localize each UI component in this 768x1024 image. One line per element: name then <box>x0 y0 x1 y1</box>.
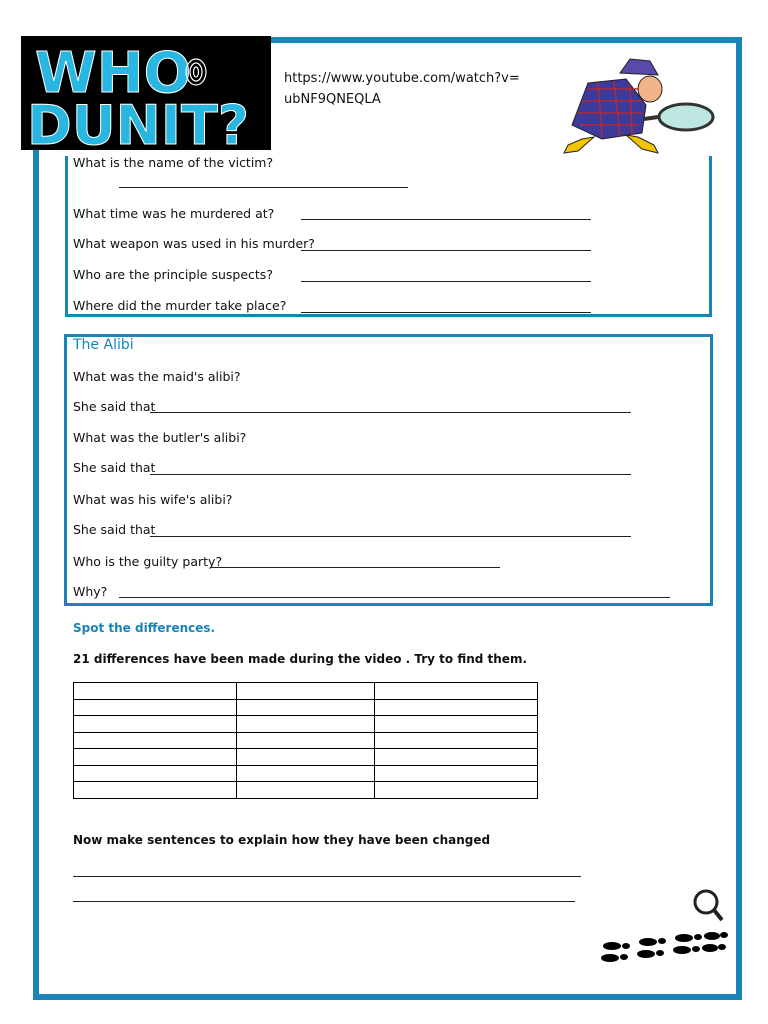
table-row <box>74 699 538 716</box>
table-cell[interactable] <box>375 683 538 700</box>
magnifier-icon <box>695 891 722 920</box>
table-cell[interactable] <box>74 782 237 799</box>
answer-line-maid[interactable] <box>150 412 631 413</box>
table-cell[interactable] <box>375 782 538 799</box>
answer-line-butler[interactable] <box>150 474 631 475</box>
differences-table <box>73 682 538 799</box>
logo-word-who: WHO <box>35 41 192 106</box>
answer-line-wife[interactable] <box>150 536 631 537</box>
answer-line-guilty[interactable] <box>211 567 500 568</box>
question-victim-name: What is the name of the victim? <box>73 155 274 170</box>
answer-line-time[interactable] <box>301 219 591 220</box>
video-url-link[interactable]: https://www.youtube.com/watch?v=ubNF9QNEQLA <box>284 71 520 107</box>
table-cell[interactable] <box>237 782 375 799</box>
question-murder-time: What time was he murdered at? <box>73 206 275 221</box>
answer-line-why[interactable] <box>119 597 670 598</box>
logo-word-dunit: DUNIT? <box>27 94 250 150</box>
sentences-prompt: Now make sentences to explain how they have been changed <box>73 833 491 847</box>
sentence-line-1[interactable] <box>73 876 581 877</box>
table-cell[interactable] <box>237 749 375 766</box>
table-row <box>74 765 538 782</box>
question-suspects: Who are the principle suspects? <box>73 267 273 282</box>
label-she-said-maid: She said that <box>73 399 156 414</box>
question-wife-alibi: What was his wife's alibi? <box>73 492 233 507</box>
table-cell[interactable] <box>74 716 237 733</box>
table-row <box>74 749 538 766</box>
footprints-icon <box>596 886 730 968</box>
table-cell[interactable] <box>375 749 538 766</box>
table-row <box>74 732 538 749</box>
table-cell[interactable] <box>74 683 237 700</box>
table-row <box>74 782 538 799</box>
question-maid-alibi: What was the maid's alibi? <box>73 369 241 384</box>
table-cell[interactable] <box>74 732 237 749</box>
question-place: Where did the murder take place? <box>73 298 287 313</box>
table-cell[interactable] <box>375 732 538 749</box>
table-row <box>74 716 538 733</box>
detective-icon <box>558 55 718 157</box>
table-cell[interactable] <box>74 765 237 782</box>
table-cell[interactable] <box>375 699 538 716</box>
question-why: Why? <box>73 584 108 599</box>
question-butler-alibi: What was the butler's alibi? <box>73 430 247 445</box>
table-cell[interactable] <box>237 732 375 749</box>
alibi-heading: The Alibi <box>73 337 134 353</box>
answer-line-weapon[interactable] <box>301 250 591 251</box>
spot-differences-heading: Spot the differences. <box>73 621 216 635</box>
label-she-said-butler: She said that <box>73 460 156 475</box>
answer-line-suspects[interactable] <box>301 281 591 282</box>
question-weapon: What weapon was used in his murder? <box>73 236 315 251</box>
question-guilty-party: Who is the guilty party? <box>73 554 223 569</box>
table-cell[interactable] <box>74 749 237 766</box>
table-row <box>74 683 538 700</box>
table-cell[interactable] <box>375 716 538 733</box>
label-she-said-wife: She said that <box>73 522 156 537</box>
answer-line-place[interactable] <box>301 312 591 313</box>
table-cell[interactable] <box>237 699 375 716</box>
sentence-line-2[interactable] <box>73 901 575 902</box>
differences-instruction: 21 differences have been made during the video . Try to find them. <box>73 652 528 666</box>
table-cell[interactable] <box>237 683 375 700</box>
table-cell[interactable] <box>74 699 237 716</box>
table-cell[interactable] <box>237 765 375 782</box>
answer-line-victim[interactable] <box>119 187 408 188</box>
who-dunit-logo <box>21 36 271 150</box>
magnifier-icon <box>644 104 713 130</box>
table-cell[interactable] <box>375 765 538 782</box>
table-cell[interactable] <box>237 716 375 733</box>
